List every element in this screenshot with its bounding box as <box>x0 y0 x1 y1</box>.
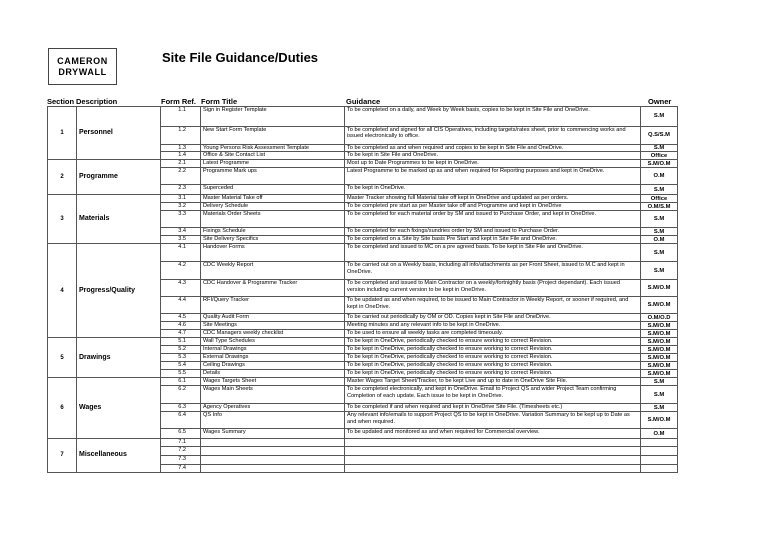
form-ref-cell: 3.4 <box>161 228 201 236</box>
form-ref-cell: 4.2 <box>161 262 201 280</box>
guidance-cell: To be completed if and when required and kept in OneDrive Site File. (Timesheets etc.) <box>345 404 641 412</box>
form-ref-cell: 4.7 <box>161 330 201 338</box>
owner-cell: S.M/O.M <box>641 412 678 429</box>
owner-cell: S.M <box>641 262 678 280</box>
guidance-cell: Master Tracker showing full Material take off kept in OneDrive and updated as per orders. <box>345 195 641 203</box>
form-ref-cell: 1.4 <box>161 152 201 160</box>
table-row <box>48 160 678 168</box>
form-ref-cell: 3.5 <box>161 236 201 244</box>
guidance-cell: To be completed pre start as per Master take off and Programme and kept in OneDrive <box>345 203 641 211</box>
section-number: 7 <box>48 439 77 472</box>
guidance-cell <box>345 464 641 472</box>
form-title-cell: RFI/Query Tracker <box>201 297 345 314</box>
owner-cell: S.M <box>641 244 678 262</box>
guidance-cell: To be completed and issued to Main Contractor on a weekly/fortnightly basis (Project dependant). Each issued version including current version to be kept in OneDrive. <box>345 280 641 297</box>
form-ref-cell: 6.2 <box>161 386 201 404</box>
guidance-cell: To be carried out on a Weekly basis, including all info/attachments as per Front Sheet, issued to M.C and kept in OneDrive. <box>345 262 641 280</box>
guidance-cell: To be completed for each material order by SM and issued to Purchase Order, and kept in OneDrive. <box>345 211 641 228</box>
form-title-cell: Agency Operatives <box>201 404 345 412</box>
guidance-cell <box>345 439 641 446</box>
form-ref-cell: 4.1 <box>161 244 201 262</box>
form-ref-cell: 1.2 <box>161 127 201 145</box>
form-ref-cell: 5.4 <box>161 362 201 370</box>
owner-cell: O.M/S.M <box>641 203 678 211</box>
form-title-cell: Internal Drawings <box>201 346 345 354</box>
form-title-cell: Wages Targets Sheet <box>201 378 345 386</box>
form-ref-cell: 7.2 <box>161 446 201 455</box>
owner-cell: S.M/O.M <box>641 160 678 168</box>
section-description: Progress/Quality <box>77 244 161 338</box>
owner-cell: S.M/O.M <box>641 297 678 314</box>
form-ref-cell: 5.5 <box>161 370 201 378</box>
owner-cell: S.M <box>641 185 678 195</box>
form-title-cell <box>201 439 345 446</box>
form-title-cell: Wages Summary <box>201 429 345 439</box>
section-number: 3 <box>48 195 77 244</box>
form-ref-cell: 4.6 <box>161 322 201 330</box>
guidance-cell: To be kept in OneDrive, periodically checked to ensure working to correct Revision. <box>345 346 641 354</box>
guidance-cell: Most up to Date Programmes to be kept in OneDrive. <box>345 160 641 168</box>
guidance-cell: To be completed and issued to MC on a pre agreed basis. To be kept in Site File and OneDrive. <box>345 244 641 262</box>
header-section: Section <box>47 97 75 106</box>
form-ref-cell: 5.2 <box>161 346 201 354</box>
form-ref-cell: 5.1 <box>161 338 201 346</box>
guidance-cell: Meeting minutes and any relevant info to be kept in OneDrive. <box>345 322 641 330</box>
form-title-cell: QS Info <box>201 412 345 429</box>
guidance-cell: To be completed electronically, and kept in OneDrive. Email to Project QS and wider Project Team confirming Completion of each update. Each issue to be kept in OneDrive. <box>345 386 641 404</box>
header-form-ref: Form Ref. <box>161 97 197 106</box>
logo-line-2: DRYWALL <box>58 66 107 77</box>
owner-cell: S.M/O.M <box>641 370 678 378</box>
form-title-cell <box>201 455 345 464</box>
owner-cell: S.M/O.M <box>641 346 678 354</box>
owner-cell: S.M <box>641 211 678 228</box>
form-ref-cell: 1.3 <box>161 145 201 152</box>
owner-cell: S.M <box>641 107 678 127</box>
section-description: Wages <box>77 378 161 439</box>
form-ref-cell: 3.1 <box>161 195 201 203</box>
form-ref-cell: 6.4 <box>161 412 201 429</box>
form-ref-cell: 5.3 <box>161 354 201 362</box>
company-logo <box>48 48 117 85</box>
form-ref-cell: 2.1 <box>161 160 201 168</box>
section-description: Personnel <box>77 107 161 160</box>
form-title-cell: Quality Audit Form <box>201 314 345 322</box>
form-title-cell: Delivery Schedule <box>201 203 345 211</box>
guidance-cell: To be carried out periodically by OM or OD. Copies kept in Site File and OneDrive. <box>345 314 641 322</box>
owner-cell: S.M <box>641 145 678 152</box>
guidance-cell: To be kept in OneDrive, periodically checked to ensure working to correct Revision. <box>345 370 641 378</box>
section-number: 1 <box>48 107 77 160</box>
section-description: Miscellaneous <box>77 439 161 472</box>
table-row <box>48 338 678 346</box>
owner-cell: O.M <box>641 168 678 185</box>
table-row <box>48 107 678 127</box>
table-row <box>48 244 678 262</box>
owner-cell: S.M/O.M <box>641 338 678 346</box>
form-title-cell: Sign in Register Template <box>201 107 345 127</box>
form-title-cell: CDC Managers weekly checklist <box>201 330 345 338</box>
guidance-cell <box>345 455 641 464</box>
owner-cell: O.M <box>641 236 678 244</box>
section-description: Drawings <box>77 338 161 378</box>
form-ref-cell: 2.3 <box>161 185 201 195</box>
owner-cell: S.M <box>641 378 678 386</box>
guidance-cell: To be completed on a Site by Site basis Pre Start and kept in Site File and OneDrive. <box>345 236 641 244</box>
section-description: Programme <box>77 160 161 195</box>
form-title-cell: Materials Order Sheets <box>201 211 345 228</box>
owner-cell <box>641 439 678 446</box>
section-number: 6 <box>48 378 77 439</box>
owner-cell <box>641 455 678 464</box>
owner-cell: S.M/O.M <box>641 354 678 362</box>
guidance-cell: To be used to ensure all weekly tasks are completed timeously. <box>345 330 641 338</box>
owner-cell: O.M/O.D <box>641 314 678 322</box>
form-title-cell: Wages Main Sheets <box>201 386 345 404</box>
table-row <box>48 378 678 386</box>
owner-cell: S.M/O.M <box>641 330 678 338</box>
owner-cell: S.M/O.M <box>641 280 678 297</box>
form-title-cell: Programme Mark ups <box>201 168 345 185</box>
form-ref-cell: 7.3 <box>161 455 201 464</box>
table-row <box>48 439 678 446</box>
section-number: 4 <box>48 244 77 338</box>
form-title-cell: Handover Forms <box>201 244 345 262</box>
form-title-cell: Fixings Schedule <box>201 228 345 236</box>
section-description: Materials <box>77 195 161 244</box>
header-owner: Owner <box>648 97 672 106</box>
form-title-cell: Site Delivery Specifics <box>201 236 345 244</box>
guidance-cell: To be kept in OneDrive, periodically checked to ensure working to correct Revision. <box>345 338 641 346</box>
form-title-cell <box>201 464 345 472</box>
guidance-cell: To be updated and monitored as and when required for Commercial overview. <box>345 429 641 439</box>
guidance-cell <box>345 446 641 455</box>
owner-cell: Q.S/S.M <box>641 127 678 145</box>
form-title-cell: CDC Handover & Programme Tracker <box>201 280 345 297</box>
form-title-cell: Young Persons Risk Assessment Template <box>201 145 345 152</box>
guidance-cell: To be completed as and when required and copies to be kept in Site File and OneDrive. <box>345 145 641 152</box>
form-title-cell: Office & Site Contact List <box>201 152 345 160</box>
section-number: 2 <box>48 160 77 195</box>
form-ref-cell: 1.1 <box>161 107 201 127</box>
guidance-cell: To be kept in OneDrive, periodically checked to ensure working to correct Revision. <box>345 354 641 362</box>
guidance-cell: To be completed and signed for all CIS Operatives, including targets/rates sheet, prior to commencing works and issued electronically to office. <box>345 127 641 145</box>
form-title-cell: Wall Type Schedules <box>201 338 345 346</box>
header-form-title: Form Title <box>201 97 238 106</box>
table-row <box>48 195 678 203</box>
form-ref-cell: 3.3 <box>161 211 201 228</box>
page-title: Site File Guidance/Duties <box>162 50 319 65</box>
guidance-cell: Master Wages Target Sheet/Tracker, to be kept Live and up to date in OneDrive Site File. <box>345 378 641 386</box>
form-title-cell: External Drawings <box>201 354 345 362</box>
guidance-cell: To be completed for each fixings/sundries order by SM and issued to Purchase Order. <box>345 228 641 236</box>
owner-cell: S.M <box>641 386 678 404</box>
owner-cell: Office <box>641 152 678 160</box>
section-number: 5 <box>48 338 77 378</box>
owner-cell: S.M <box>641 404 678 412</box>
form-title-cell: Site Meetings <box>201 322 345 330</box>
form-title-cell: Latest Programme <box>201 160 345 168</box>
logo-line-1: CAMERON <box>57 55 108 66</box>
form-title-cell: Superceded <box>201 185 345 195</box>
owner-cell <box>641 446 678 455</box>
header-description: Description <box>76 97 118 106</box>
form-ref-cell: 4.5 <box>161 314 201 322</box>
owner-cell: S.M/O.M <box>641 322 678 330</box>
form-title-cell: CDC Weekly Report <box>201 262 345 280</box>
owner-cell: S.M/O.M <box>641 362 678 370</box>
form-title-cell: New Start Form Template <box>201 127 345 145</box>
form-title-cell <box>201 446 345 455</box>
owner-cell: S.M <box>641 228 678 236</box>
guidance-cell: To be completed on a daily, and Week by Week basis, copies to be kept in Site File and OneDrive. <box>345 107 641 127</box>
form-ref-cell: 4.3 <box>161 280 201 297</box>
form-title-cell: Details <box>201 370 345 378</box>
form-ref-cell: 6.5 <box>161 429 201 439</box>
owner-cell: Office <box>641 195 678 203</box>
form-ref-cell: 3.2 <box>161 203 201 211</box>
owner-cell <box>641 464 678 472</box>
guidance-cell: Latest Programme to be marked up as and when required for Reporting purposes and kept in OneDrive. <box>345 168 641 185</box>
owner-cell: O.M <box>641 429 678 439</box>
form-ref-cell: 6.3 <box>161 404 201 412</box>
form-title-cell: Master Material Take off <box>201 195 345 203</box>
form-ref-cell: 7.4 <box>161 464 201 472</box>
guidance-cell: To be updated as and when required, to be issued to Main Contractor in Weekly Report, or sooner if required, and kept in OneDrive. <box>345 297 641 314</box>
form-ref-cell: 2.2 <box>161 168 201 185</box>
form-title-cell: Ceiling Drawings <box>201 362 345 370</box>
guidance-cell: To be kept in OneDrive. <box>345 185 641 195</box>
form-ref-cell: 7.1 <box>161 439 201 446</box>
header-guidance: Guidance <box>346 97 381 106</box>
form-ref-cell: 4.4 <box>161 297 201 314</box>
guidance-cell: To be kept in Site File and OneDrive. <box>345 152 641 160</box>
duties-table <box>47 106 678 473</box>
form-ref-cell: 6.1 <box>161 378 201 386</box>
guidance-cell: To be kept in OneDrive, periodically checked to ensure working to correct Revision. <box>345 362 641 370</box>
guidance-cell: Any relevant info/emails to support Project QS to be kept in OneDrive. Variation Summary to be kept up to Date as and when required. <box>345 412 641 429</box>
